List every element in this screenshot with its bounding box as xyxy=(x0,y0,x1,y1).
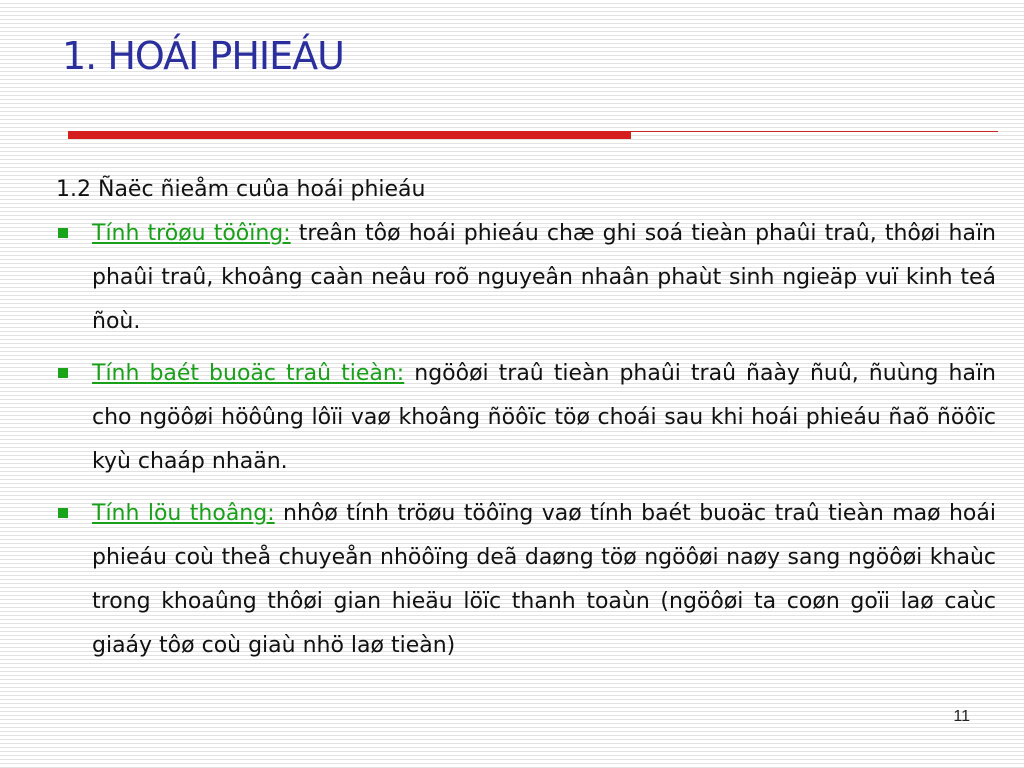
slide-body xyxy=(56,168,996,676)
bullet-item xyxy=(56,212,996,344)
square-bullet-icon xyxy=(58,508,68,518)
bullet-item xyxy=(56,352,996,484)
slide-title: 1. HOÁI PHIEÁU xyxy=(62,34,344,78)
page-number: 11 xyxy=(953,708,970,725)
square-bullet-icon xyxy=(58,368,68,378)
bullet-term: Tính tröøu töôïng: xyxy=(92,221,291,246)
bullet-term: Tính löu thoâng: xyxy=(92,501,275,526)
bullet-text: ngöôøi traû tieàn phaûi traû ñaày ñuû, ñuùng haïn cho ngöôøi höôûng lôïi vaø khoâng ñöôïc töø choái sau khi hoái phieáu ñaõ ñöôïc kyù chaáp nhaän. xyxy=(92,361,997,474)
bullet-text: treân tôø hoái phieáu chæ ghi soá tieàn phaûi traû, thôøi haïn phaûi traû, khoâng caàn neâu roõ nguyeân nhaân phaùt sinh ngieäp vuï kinh teá ñoù. xyxy=(92,221,997,334)
bullet-text: nhôø tính tröøu töôïng vaø tính baét buoäc traû tieàn maø hoái phieáu coù theå chuyeån nhöôïng deã daøng töø ngöôøi naøy sang ngöôøi khaùc trong khoaûng thôøi gian hieäu löïc thanh toaùn (ngöôøi ta coøn goïi laø caùc giaáy tôø coù giaù nhö laø tieàn) xyxy=(92,501,996,658)
square-bullet-icon xyxy=(58,228,68,238)
bullet-term: Tính baét buoäc traû tieàn: xyxy=(92,361,405,386)
section-subheading: 1.2 Ñaëc ñieåm cuûa hoái phieáu xyxy=(56,177,426,202)
title-accent-bar xyxy=(68,131,631,139)
bullet-item xyxy=(56,492,996,668)
